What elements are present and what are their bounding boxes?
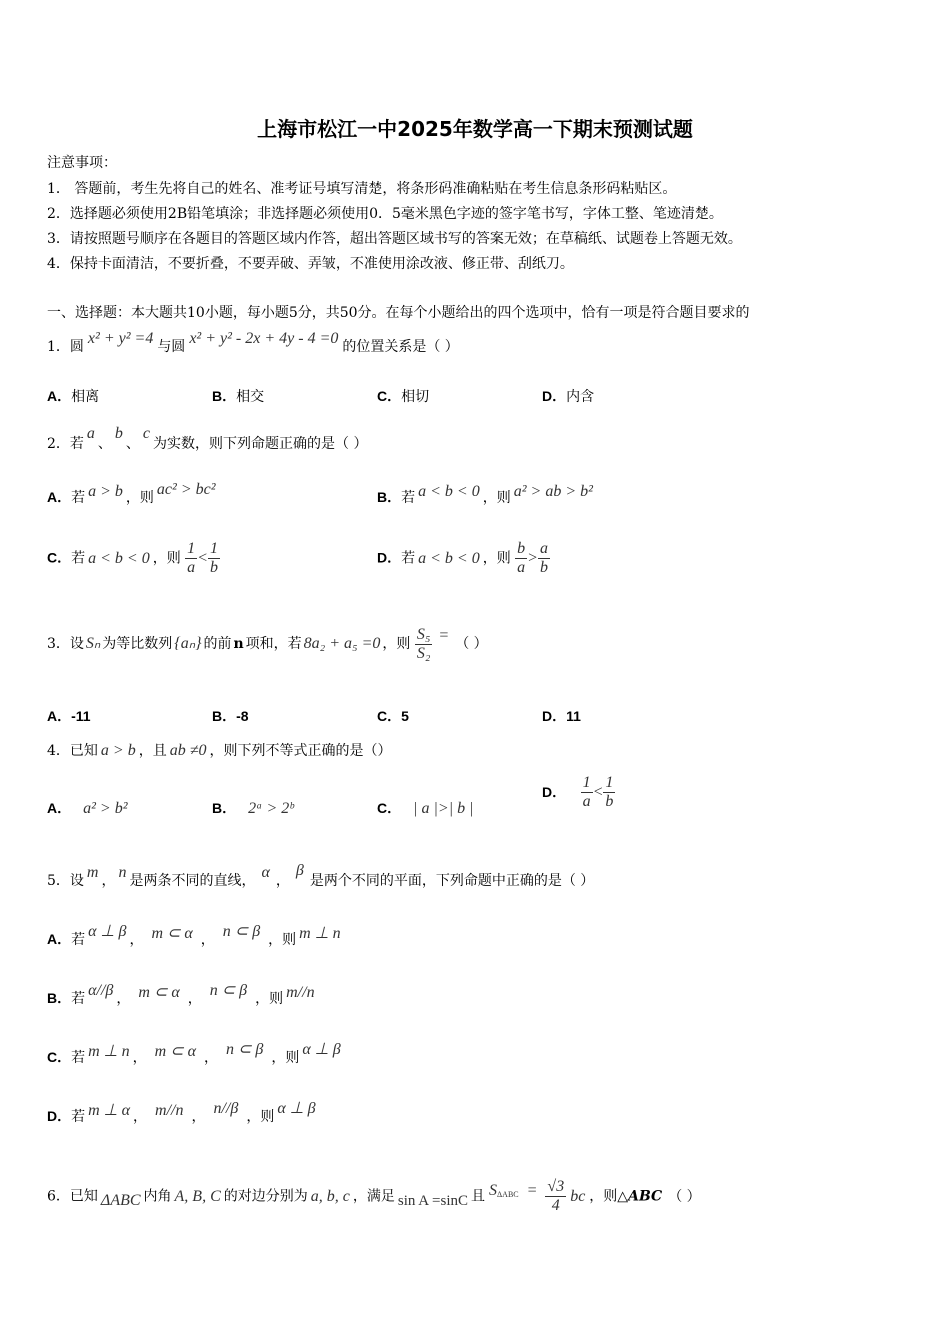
q4-option-a: A． a² > b²	[47, 800, 128, 817]
section-heading: 一、选择题：本大题共10小题，每小题5分，共50分。在每个小题给出的四个选项中，恰有一项是符合题目要求的	[47, 305, 750, 321]
question-5: 5．设 m ， n 是两条不同的直线， α ，β是两个不同的平面，下列命题中正确的是（ ）	[47, 862, 595, 889]
question-6: 6．已知 ΔABC 内角 A, B, C 的对边分别为 a, b, c ，满足 sin A =sinC 且 $S^{\Delta ABC}$ = $\frac{√3}{4}$ bc ，则△ABC （ ）	[47, 1178, 701, 1214]
q5-option-d: D．若 m ⊥ α ， m//n ， n//β ，则 α ⊥ β	[47, 1100, 316, 1125]
question-4: 4．已知 a > b ，且 ab ≠0 ，则下列不等式正确的是（）	[47, 742, 392, 759]
question-2: 2．若a、b、c为实数，则下列命题正确的是（ ）	[47, 425, 368, 452]
circle-2-equation: x² + y² - 2x + 4y - 4 =0	[189, 330, 339, 347]
question-number: 1．	[47, 339, 70, 355]
question-number: 3．	[47, 636, 70, 652]
q1-option-a: A．相离	[47, 388, 100, 405]
q3-option-b: B．-8	[212, 708, 249, 724]
notice-item-4: 4．保持卡面清洁，不要折叠，不要弄破、弄皱，不准使用涂改液、修正带、刮纸刀。	[47, 256, 574, 272]
q4-option-d: D． $\frac{1}{a}$ < $\frac{1}{b}$	[542, 774, 614, 810]
notice-heading: 注意事项：	[47, 155, 117, 171]
q2-option-c: C．若 a < b < 0 ，则 $\frac{1}{a}$ < $\frac{1}{b}$	[47, 540, 218, 576]
q2-option-d: D．若 a < b < 0 ，则 $\frac{b}{a}$ > $\frac{a}{b}$	[377, 540, 548, 576]
q5-option-a: A．若 α ⊥ β ， m ⊂ α ， n ⊂ β ，则 m ⊥ n	[47, 923, 341, 948]
question-number: 2．	[47, 436, 70, 452]
q3-option-d: D．11	[542, 708, 581, 724]
q1-option-d: D．内含	[542, 388, 595, 405]
q2-option-a: A．若 a > b ，则 ac² > bc²	[47, 481, 216, 506]
q5-option-b: B．若 α//β ， m ⊂ α ， n ⊂ β ，则 m//n	[47, 982, 315, 1007]
page-title: 上海市松江一中2025年数学高一下期末预测试题	[257, 117, 693, 141]
question-1: 1．圆 x² + y² =4 与圆 x² + y² - 2x + 4y - 4 =0 的位置关系是（ ）	[47, 330, 459, 355]
q4-option-b: B． 2ᵃ > 2ᵇ	[212, 800, 294, 817]
q1-option-b: B．相交	[212, 388, 265, 405]
q3-option-c: C．5	[377, 708, 409, 724]
q1-option-c: C．相切	[377, 388, 430, 405]
question-number: 6．	[47, 1188, 70, 1205]
notice-item-3: 3．请按照题号顺序在各题目的答题区域内作答，超出答题区域书写的答案无效；在草稿纸、试题卷上答题无效。	[47, 231, 742, 247]
question-3: 3．设 Sₙ 为等比数列 {aₙ} 的前 n 项和，若 8a₂ + a₅ =0 ，则 $\frac{\text{S₅}}{\text{S₂}}$ = （ ）	[47, 626, 488, 662]
circle-1-equation: x² + y² =4	[87, 330, 154, 347]
q3-option-a: A．-11	[47, 708, 91, 724]
notice-item-1: 1． 答题前，考生先将自己的姓名、准考证号填写清楚，将条形码准确粘贴在考生信息条形码粘贴区。	[47, 181, 677, 197]
q4-option-c: C． | a |>| b |	[377, 800, 474, 817]
question-number: 4．	[47, 743, 70, 759]
q5-option-c: C．若 m ⊥ n ， m ⊂ α ， n ⊂ β ，则 α ⊥ β	[47, 1041, 341, 1066]
q2-option-b: B．若 a < b < 0 ，则 a² > ab > b²	[377, 483, 593, 506]
question-number: 5．	[47, 873, 70, 889]
notice-item-2: 2．选择题必须使用2B铅笔填涂；非选择题必须使用0．5毫米黑色字迹的签字笔书写，字体工整、笔迹清楚。	[47, 206, 723, 222]
